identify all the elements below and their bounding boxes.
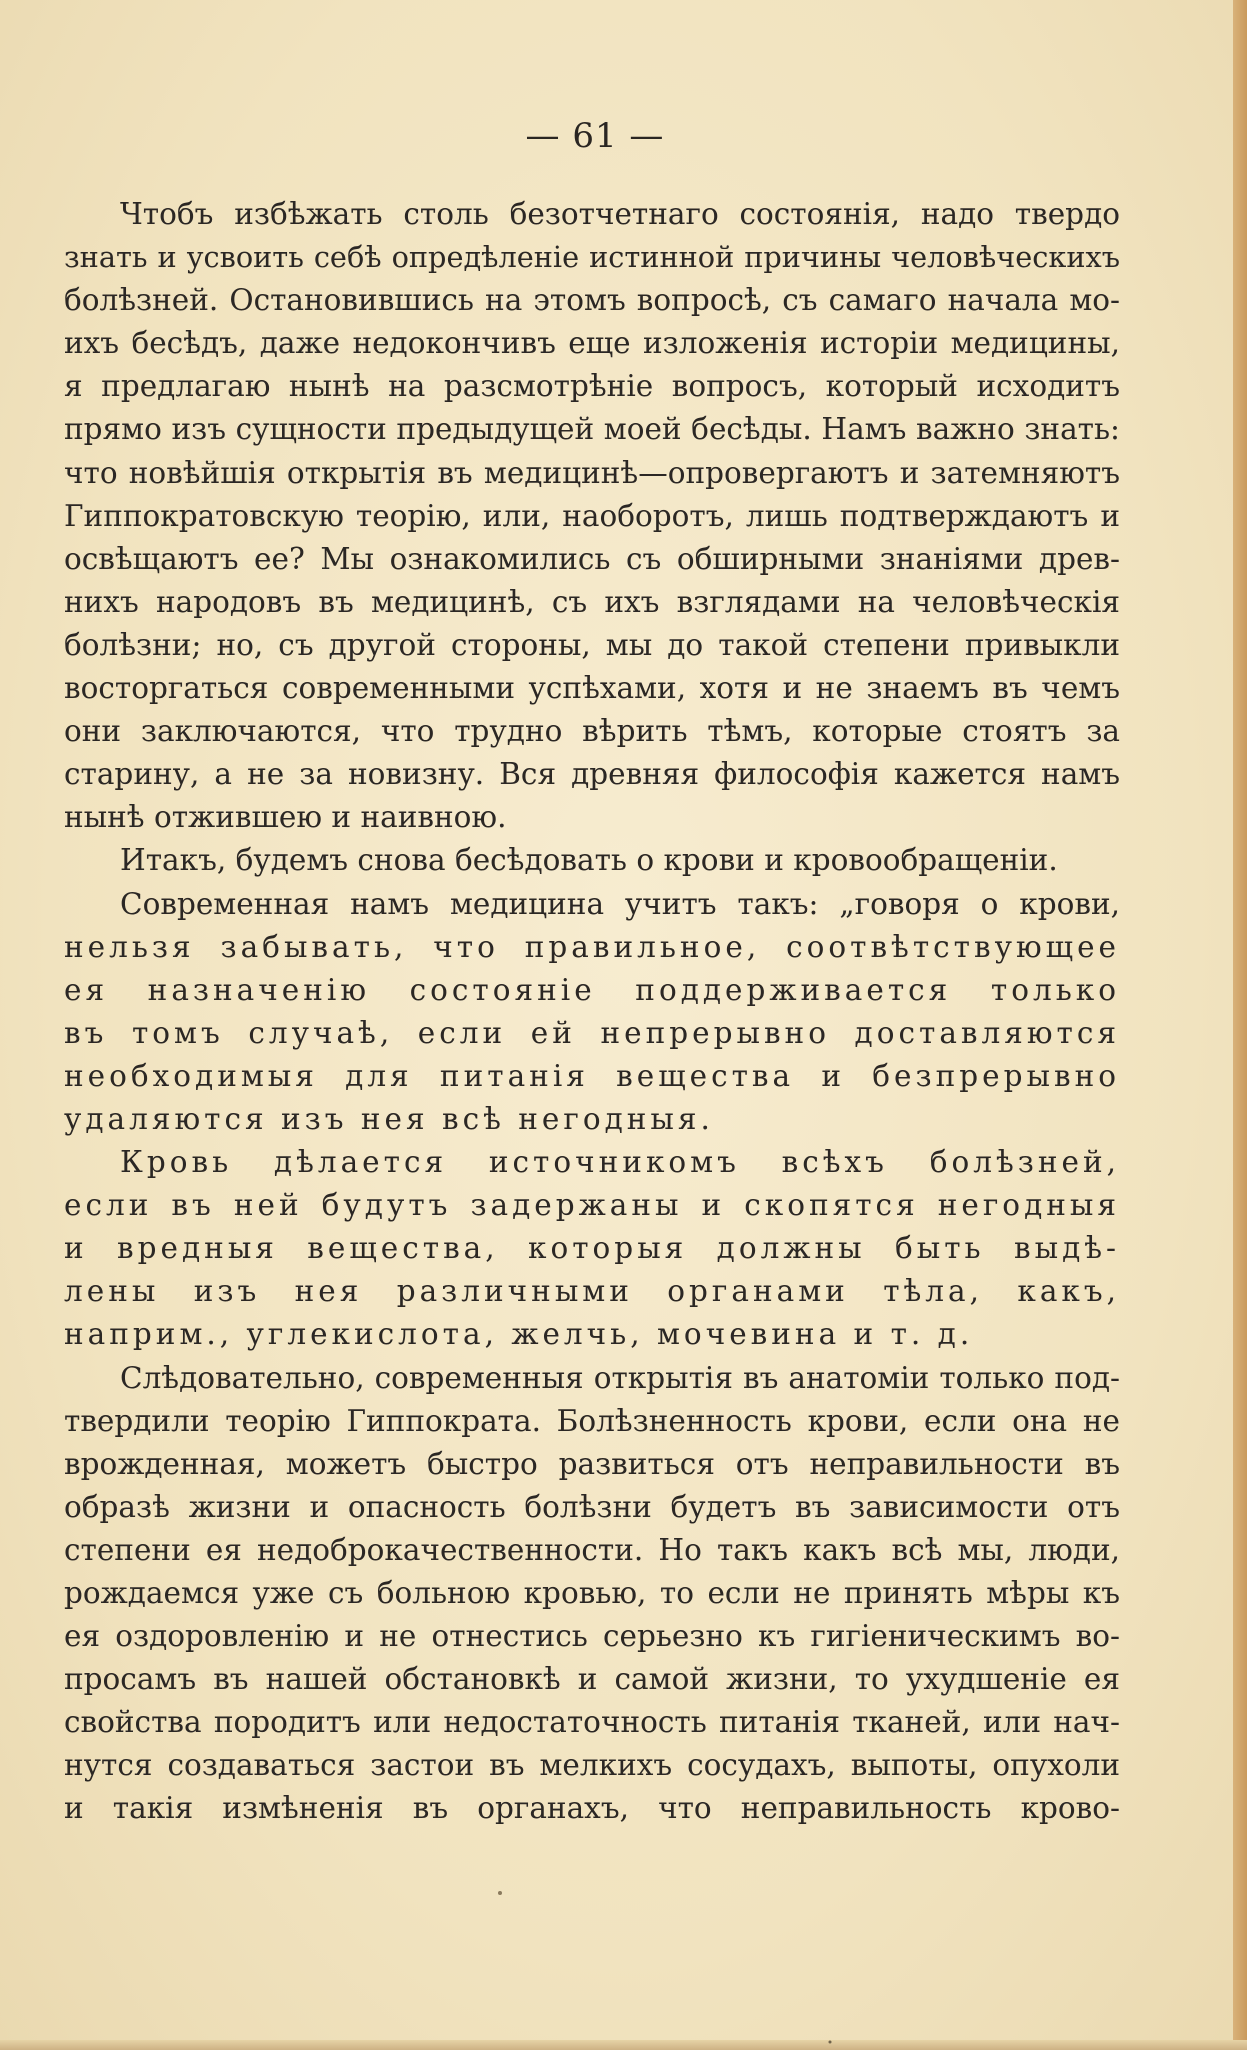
text-line: они заключаются, что трудно вѣрить тѣмъ, которые стоятъ за	[64, 714, 1120, 749]
body-text	[64, 193, 1120, 1831]
text-line: ея оздоровленію и не отнестись серьезно къ гигіеническимъ во-	[64, 1619, 1120, 1654]
text-line: прямо изъ сущности предыдущей моей бесѣды. Намъ важно знать:	[64, 412, 1120, 447]
text-line: что новѣйшія открытія въ медицинѣ—опровергаютъ и затемняютъ	[64, 455, 1120, 490]
text-line: удаляются изъ нея всѣ негодныя.	[64, 1101, 714, 1136]
text-line: Итакъ, будемъ снова бесѣдовать о крови и кровообращеніи.	[120, 843, 1058, 878]
text-line: въ томъ случаѣ, если ей непрерывно доставляются	[64, 1015, 1120, 1050]
text-line: степени ея недоброкачественности. Но такъ какъ всѣ мы, люди,	[64, 1532, 1120, 1567]
text-line: нельзя забывать, что правильное, соотвѣтствующее	[64, 929, 1120, 964]
page-number: — 61 —	[525, 116, 665, 156]
text-line: рождаемся уже съ больною кровью, то если не принять мѣры къ	[64, 1576, 1120, 1610]
text-line: Слѣдовательно, современныя открытія въ анатоміи только под-	[120, 1360, 1120, 1395]
text-line: образѣ жизни и опасность болѣзни будетъ въ зависимости отъ	[64, 1489, 1120, 1524]
text-line: восторгаться современными успѣхами, хотя и не знаемъ въ чемъ	[64, 671, 1120, 706]
text-line: знать и усвоить себѣ опредѣленіе истинной причины человѣческихъ	[64, 240, 1120, 275]
text-line: наприм., углекислота, желчь, мочевина и т. д.	[64, 1317, 974, 1352]
text-line: нутся создаваться застои въ мелкихъ сосудахъ, выпоты, опухоли	[64, 1748, 1120, 1783]
text-line: лены изъ нея различными органами тѣла, какъ,	[64, 1274, 1120, 1309]
text-line: врожденная, можетъ быстро развиться отъ неправильности въ	[64, 1446, 1120, 1481]
text-line: необходимыя для питанія вещества и безпрерывно	[64, 1058, 1120, 1093]
text-line: нихъ народовъ въ медицинѣ, съ ихъ взглядами на человѣческія	[64, 584, 1120, 619]
text-line: Современная намъ медицина учитъ такъ: „говоря о крови,	[120, 886, 1120, 921]
text-line: я предлагаю нынѣ на разсмотрѣніе вопросъ, который исходитъ	[64, 369, 1120, 404]
text-line: если въ ней будутъ задержаны и скопятся негодныя	[64, 1188, 1120, 1223]
text-line: болѣзни; но, съ другой стороны, мы до такой степени привыкли	[64, 627, 1120, 662]
text-line: Чтобъ избѣжать столь безотчетнаго состоянія, надо твердо	[120, 197, 1120, 231]
text-line: освѣщаютъ ее? Мы ознакомились съ обширными знаніями древ-	[64, 541, 1120, 576]
text-line: и такія измѣненія въ органахъ, что неправильность крово-	[64, 1791, 1120, 1826]
page-edge-right	[1233, 0, 1247, 2050]
text-line: просамъ въ нашей обстановкѣ и самой жизни, то ухудшеніе ея	[64, 1662, 1120, 1697]
text-line: болѣзней. Остановившись на этомъ вопросѣ, съ самаго начала мо-	[64, 283, 1120, 318]
text-line: свойства породитъ или недостаточность питанія тканей, или нач-	[64, 1705, 1120, 1740]
text-line: ея назначенію состояніе поддерживается только	[64, 972, 1120, 1007]
text-line: нынѣ отжившею и наивною.	[64, 800, 507, 835]
text-line: Гиппократовскую теорію, или, наоборотъ, лишь подтверждаютъ и	[64, 498, 1120, 533]
text-line: ихъ бесѣдъ, даже недокончивъ еще изложенія исторіи медицины,	[64, 326, 1120, 361]
text-line: и вредныя вещества, которыя должны быть выдѣ-	[64, 1231, 1120, 1266]
page-edge-bottom	[0, 2040, 1247, 2050]
text-line: твердили теорію Гиппократа. Болѣзненность крови, если она не	[64, 1403, 1120, 1438]
text-line: Кровь дѣлается источникомъ всѣхъ болѣзней,	[120, 1145, 1120, 1180]
text-line: старину, а не за новизну. Вся древняя философія кажется намъ	[64, 757, 1120, 792]
